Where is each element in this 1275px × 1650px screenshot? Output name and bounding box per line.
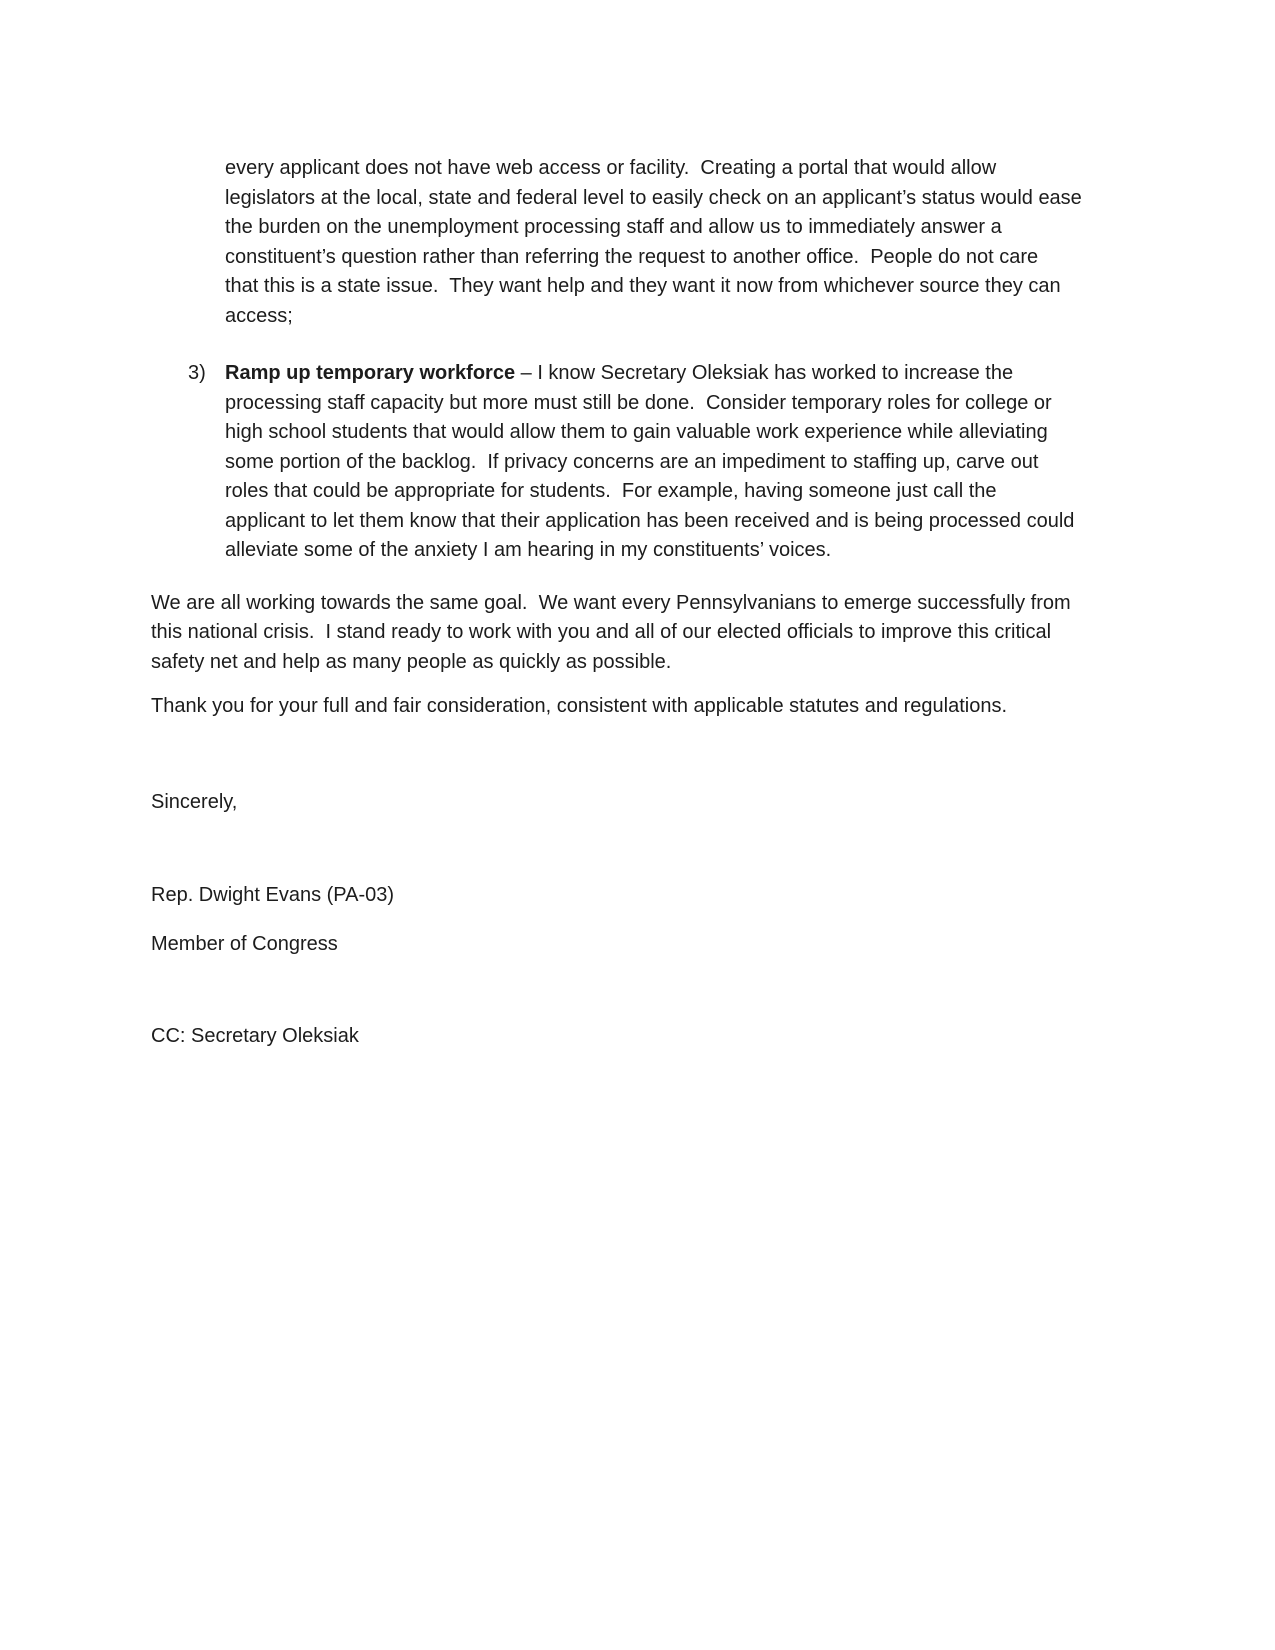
list-item-3-bold-lead: Ramp up temporary workforce (225, 362, 516, 384)
valediction: Sincerely, (151, 790, 238, 813)
list-item-3 (151, 359, 1127, 566)
signature-title: Member of Congress (151, 932, 338, 955)
cc-line: CC: Secretary Oleksiak (151, 1025, 359, 1047)
signature-name: Rep. Dwight Evans (PA-03) (151, 884, 395, 906)
paragraph-continuation: every applicant does not have web access or facility. Creating a portal that would allow legislators at the local, state and federal level to easily check on an applicant’s status would ease the burden on the unemployment processing staff and allow us to immediately answer a constituent’s question rather than referring the request to another office. People do not care that this is a state issue. They want help and they want it now from whichever source they can access; (225, 157, 1082, 327)
closing-paragraph-thanks: Thank you for your full and fair consideration, consistent with applicable statutes and regulations. (151, 695, 1008, 717)
list-item-3-body (225, 359, 1127, 566)
closing-paragraph-goal: We are all working towards the same goal. We want every Pennsylvanians to emerge successfully from this national crisis. I stand ready to work with you and all of our elected officials to improve this critical safety net and help as many people as quickly as possible. (151, 591, 1071, 673)
list-item-3-text: processing staff capacity but more must still be done. Consider temporary roles for college or high school students that would allow them to gain valuable work experience while alleviating some portion of the backlog. If privacy concerns are an impediment to staffing up, carve out roles that could be appropriate for students. For example, having someone just call the applicant to let them know that their application has been received and is being processed could alleviate some of the anxiety I am hearing in my constituents’ voices. (225, 391, 1075, 561)
list-item-3-marker: 3) (188, 362, 206, 384)
list-item-3-lead-text: – I know Secretary Oleksiak has worked to increase the (515, 362, 1014, 384)
